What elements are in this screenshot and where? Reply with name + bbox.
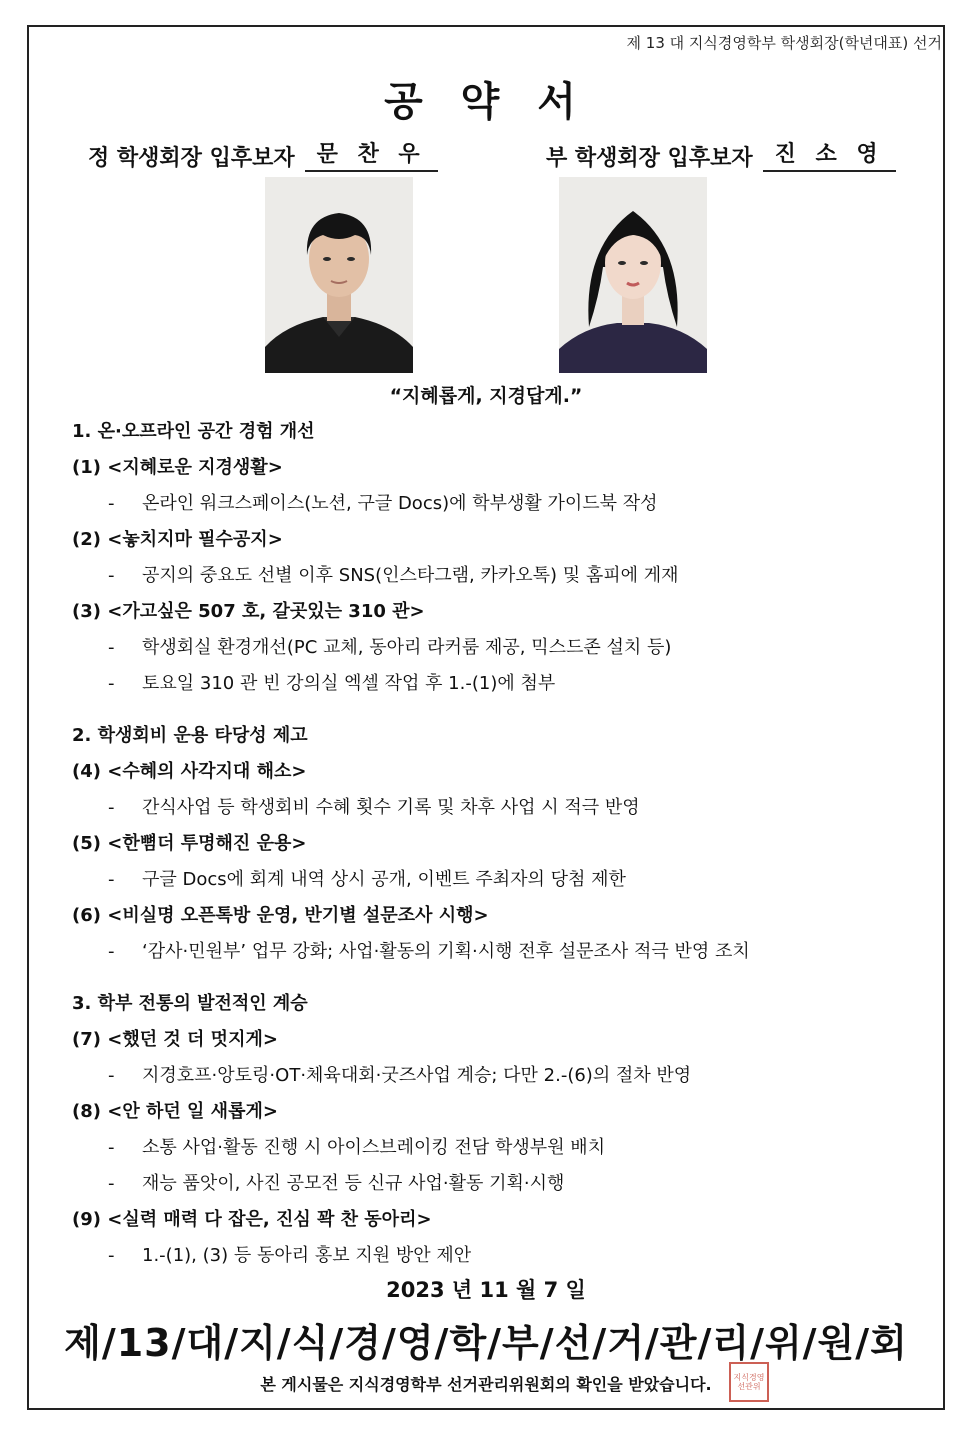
pledge-detail <box>72 1242 932 1278</box>
pledge-list <box>72 418 932 1278</box>
pledge-title: (2) <놓치지마 필수공지> <box>72 529 283 550</box>
bullet-dash: - <box>108 673 115 694</box>
pledge-detail-text: 재능 품앗이, 사진 공모전 등 신규 사업·활동 기획·시행 <box>142 1173 565 1194</box>
approval-stamp: 지식경영 선관위 <box>729 1362 769 1402</box>
pledge-detail-text: 1.-(1), (3) 등 동아리 홍보 지원 방안 제안 <box>142 1245 472 1266</box>
pledge-detail <box>72 670 932 706</box>
election-header: 제 13 대 지식경영학부 학생회장(학년대표) 선거 <box>626 34 942 52</box>
pledge-detail-text: 토요일 310 관 빈 강의실 엑셀 작업 후 1.-(1)에 첨부 <box>142 673 556 694</box>
pledge-detail <box>72 1170 932 1206</box>
bullet-dash: - <box>108 941 115 962</box>
pledge-detail <box>72 794 932 830</box>
bullet-dash: - <box>108 869 115 890</box>
bullet-dash: - <box>108 565 115 586</box>
approval-notice: 본 게시물은 지식경영학부 선거관리위원회의 확인을 받았습니다. <box>260 1375 712 1394</box>
pledge-detail <box>72 1062 932 1098</box>
bullet-dash: - <box>108 1173 115 1194</box>
pledge-detail <box>72 562 932 598</box>
candidate-name: 문 찬 우 <box>305 137 438 172</box>
section-title: 1. 온·오프라인 공간 경험 개선 <box>72 421 315 442</box>
pledge-title: (6) <비실명 오픈톡방 운영, 반기별 설문조사 시행> <box>72 905 489 926</box>
pledge-detail-text: 소통 사업·활동 진행 시 아이스브레이킹 전담 학생부원 배치 <box>142 1137 606 1158</box>
candidate-photo-vice-president <box>559 177 707 373</box>
pledge-title: (7) <했던 것 더 멋지게> <box>72 1029 278 1050</box>
pledge-detail-text: 공지의 중요도 선별 이후 SNS(인스타그램, 카카오톡) 및 홈피에 게재 <box>142 565 679 586</box>
pledge-detail <box>72 866 932 902</box>
pledge-detail-text: 구글 Docs에 회계 내역 상시 공개, 이벤트 주최자의 당첨 제한 <box>142 869 626 890</box>
pledge-detail-text: 간식사업 등 학생회비 수혜 횟수 기록 및 차후 사업 시 적극 반영 <box>142 797 640 818</box>
pledge-title: (5) <한뼘더 투명해진 운용> <box>72 833 307 854</box>
document-date: 2023 년 11 월 7 일 <box>386 1278 586 1302</box>
pledge-detail-text: 학생회실 환경개선(PC 교체, 동아리 라커룸 제공, 믹스드존 설치 등) <box>142 637 672 658</box>
candidate-name: 진 소 영 <box>763 137 896 172</box>
committee-name: 제/13/대/지/식/경/영/학/부/선/거/관/리/위/원/회 <box>64 1321 908 1365</box>
bullet-dash: - <box>108 1245 115 1266</box>
section-title: 3. 학부 전통의 발전적인 계승 <box>72 993 308 1014</box>
pledge-detail-text: 지경호프·앙토링·OT·체육대회·굿즈사업 계승; 다만 2.-(6)의 절차 반영 <box>142 1065 692 1086</box>
candidate-vice-president <box>546 137 896 172</box>
candidate-role: 부 학생회장 입후보자 <box>546 146 753 171</box>
bullet-dash: - <box>108 493 115 514</box>
bullet-dash: - <box>108 637 115 658</box>
pledge-title: (9) <실력 매력 다 잡은, 진심 꽉 찬 동아리> <box>72 1209 432 1230</box>
pledge-detail-text: ‘감사·민원부’ 업무 강화; 사업·활동의 기획·시행 전후 설문조사 적극 반영 조치 <box>142 941 750 962</box>
candidate-president <box>88 137 438 172</box>
candidate-role: 정 학생회장 입후보자 <box>88 146 295 171</box>
pledge-title: (1) <지혜로운 지경생활> <box>72 457 283 478</box>
slogan: “지혜롭게, 지경답게.” <box>389 385 583 407</box>
pledge-detail <box>72 938 932 974</box>
document-title: 공 약 서 <box>384 79 588 125</box>
pledge-detail <box>72 1134 932 1170</box>
bullet-dash: - <box>108 1065 115 1086</box>
section-title: 2. 학생회비 운용 타당성 제고 <box>72 725 308 746</box>
pledge-detail <box>72 634 932 670</box>
bullet-dash: - <box>108 1137 115 1158</box>
pledge-detail <box>72 490 932 526</box>
bullet-dash: - <box>108 797 115 818</box>
pledge-title: (8) <안 하던 일 새롭게> <box>72 1101 278 1122</box>
pledge-title: (3) <가고싶은 507 호, 갈곳있는 310 관> <box>72 601 425 622</box>
candidate-photo-president <box>265 177 413 373</box>
pledge-detail-text: 온라인 워크스페이스(노션, 구글 Docs)에 학부생활 가이드북 작성 <box>142 493 658 514</box>
pledge-title: (4) <수혜의 사각지대 해소> <box>72 761 307 782</box>
